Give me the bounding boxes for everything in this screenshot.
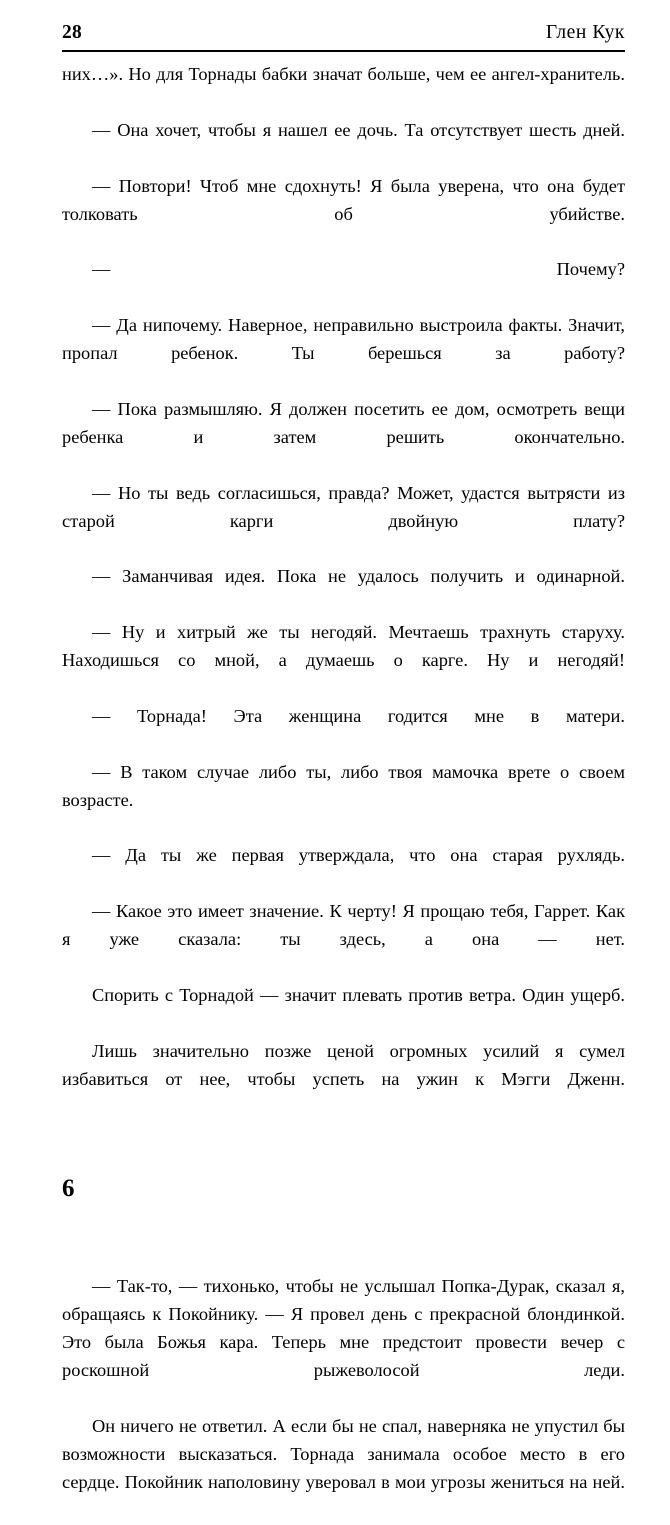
body-text-column: [62, 61, 625, 1525]
paragraph: — В таком случае либо ты, либо твоя мамочка врете о своем возрасте.: [62, 761, 625, 810]
paragraph: них…». Но для Торнады бабки значат больше, чем ее ангел-хранитель.: [62, 64, 625, 84]
paragraph: — Заманчивая идея. Пока не удалось получить и одинарной.: [92, 566, 625, 587]
chapter-number-heading: 6: [62, 1175, 75, 1203]
running-head: [62, 22, 625, 43]
paragraph: Он ничего не ответил. А если бы не спал, наверняка не упустил бы возможности высказаться. Торнада занимала особое место в его сердце. Покойник наполовину уверовал в мои угрозы жениться на ней.: [62, 1415, 625, 1492]
paragraph: — Пока размышляю. Я должен посетить ее дом, осмотреть вещи ребенка и затем решить окончательно.: [62, 398, 625, 447]
paragraph: — Торнада! Эта женщина годится мне в матери.: [92, 705, 625, 726]
header-rule: [62, 50, 625, 52]
paragraph: — Да нипочему. Наверное, неправильно выстроила факты. Значит, пропал ребенок. Ты берешься за работу?: [62, 315, 625, 364]
paragraphs-before-chapter: [62, 61, 625, 1121]
chapter-spacer-top: [62, 1121, 625, 1176]
paragraph: — Почему?: [92, 259, 625, 280]
paragraph: — Повтори! Чтоб мне сдохнуть! Я была уверена, что она будет толковать об убийстве.: [62, 175, 625, 224]
page-number: 28: [62, 22, 82, 43]
paragraph: — Ну и хитрый же ты негодяй. Мечтаешь трахнуть старуху. Находишься со мной, а думаешь о карге. Ну и негодяй!: [62, 622, 625, 671]
paragraph: — Так-то, — тихонько, чтобы не услышал Попка-Дурак, сказал я, обращаясь к Покойнику. — Я провел день с прекрасной блондинкой. Это была Божья кара. Теперь мне предстоит провести вечер с роскошной рыжеволосой леди.: [62, 1276, 625, 1381]
paragraph: — Какое это имеет значение. К черту! Я прощаю тебя, Гаррет. Как я уже сказала: ты здесь, а она — нет.: [62, 901, 625, 950]
paragraph: — Да ты же первая утверждала, что она старая рухлядь.: [92, 845, 625, 866]
paragraph: Лишь значительно позже ценой огромных усилий я сумел избавиться от нее, чтобы успеть на ужин к Мэгги Дженн.: [62, 1040, 625, 1089]
paragraphs-after-chapter: [62, 1273, 625, 1524]
paragraph: — Но ты ведь согласишься, правда? Может, удастся вытрясти из старой карги двойную плату?: [62, 482, 625, 531]
chapter-spacer-bottom: [62, 1226, 625, 1273]
running-head-author: Глен Кук: [545, 22, 625, 43]
paragraph: — Она хочет, чтобы я нашел ее дочь. Та отсутствует шесть дней.: [92, 119, 625, 140]
paragraph: Спорить с Торнадой — значит плевать против ветра. Один ущерб.: [92, 984, 625, 1005]
